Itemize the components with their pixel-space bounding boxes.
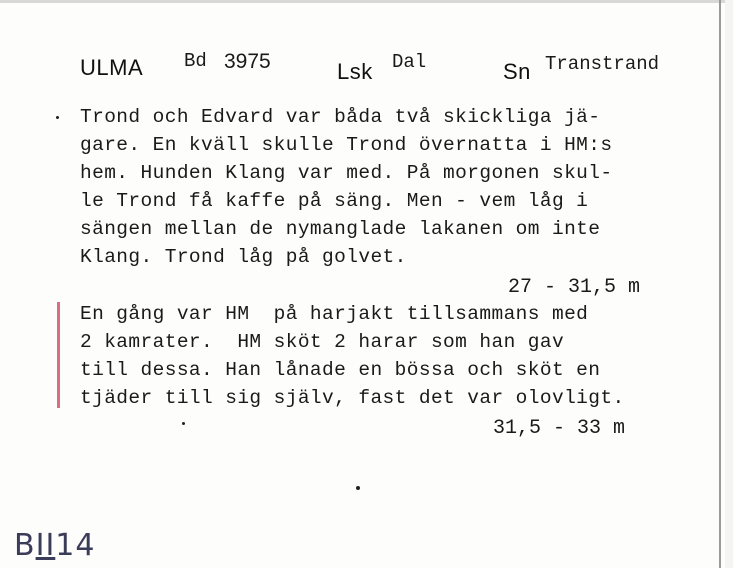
lsk-label: Lsk bbox=[337, 59, 373, 84]
story-2-line: 2 kamrater. HM sköt 2 harar som han gav bbox=[80, 331, 565, 353]
lsk-value: Dal bbox=[392, 51, 427, 73]
sn-value: Transtrand bbox=[545, 53, 660, 75]
story-1-line: le Trond få kaffe på säng. Men - vem låg i bbox=[80, 190, 589, 212]
card-margin-strip bbox=[725, 0, 733, 568]
handwritten-catalogue-mark bbox=[14, 528, 95, 563]
stray-dot bbox=[56, 116, 59, 119]
handwritten-prefix: B bbox=[14, 528, 36, 563]
story-1-line: Trond och Edvard var båda två skickliga jä- bbox=[80, 106, 601, 128]
story-2-line: till dessa. Han lånade en bössa och sköt en bbox=[80, 359, 601, 381]
stray-dot bbox=[182, 422, 185, 425]
story-2-line: tjäder till sig själv, fast det var olovligt. bbox=[80, 387, 625, 409]
bd-number: 3975 bbox=[224, 50, 271, 73]
stray-dot bbox=[356, 486, 360, 490]
card-right-edge bbox=[719, 0, 721, 568]
card-top-edge bbox=[0, 0, 733, 3]
handwritten-number: 14 bbox=[55, 528, 96, 563]
margin-mark bbox=[57, 302, 60, 408]
bd-label: Bd bbox=[184, 50, 207, 72]
story-1-line: sängen mellan de nymanglade lakanen om inte bbox=[80, 218, 601, 240]
story-1-line: Klang. Trond låg på golvet. bbox=[80, 246, 407, 268]
story-2-measure: 31,5 - 33 m bbox=[493, 417, 626, 440]
archive-label: ULMA bbox=[80, 55, 144, 80]
story-2-line: En gång var HM på harjakt tillsammans med bbox=[80, 303, 589, 325]
story-1-measure: 27 - 31,5 m bbox=[508, 276, 641, 299]
handwritten-roman: II bbox=[35, 528, 56, 563]
story-1-line: hem. Hunden Klang var med. På morgonen skul- bbox=[80, 162, 613, 184]
sn-label: Sn bbox=[503, 59, 531, 84]
story-1-line: gare. En kväll skulle Trond övernatta i HM:s bbox=[80, 134, 613, 156]
